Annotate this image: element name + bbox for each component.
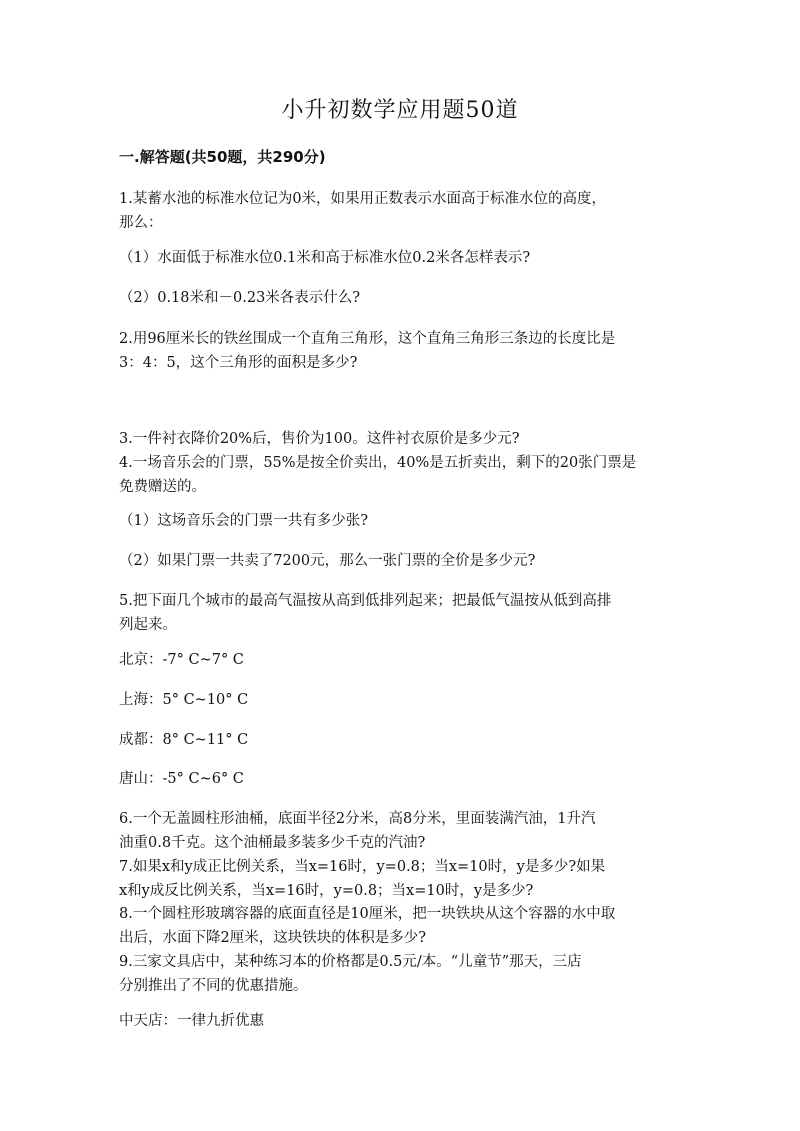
q6-line-2: 油重0.8千克。这个油桶最多装多少千克的汽油? — [119, 835, 426, 851]
q5-city-shanghai: 上海：5° C~10° C — [119, 692, 249, 708]
q9-store-zhongtian: 中天店：一律九折优惠 — [119, 1013, 264, 1029]
q5-line-2: 列起来。 — [119, 617, 177, 633]
q1-line-1: 1.某蓄水池的标准水位记为0米，如果用正数表示水面高于标准水位的高度， — [119, 191, 607, 207]
q4-line-1: 4.一场音乐会的门票，55%是按全价卖出，40%是五折卖出，剩下的20张门票是 — [119, 455, 637, 471]
q2-line-1: 2.用96厘米长的铁丝围成一个直角三角形，这个直角三角形三条边的长度比是 — [119, 331, 616, 347]
q8-line-2: 出后，水面下降2厘米，这块铁块的体积是多少? — [119, 930, 426, 946]
section-heading: 一.解答题(共50题，共290分) — [119, 148, 326, 166]
q5-city-beijing: 北京：-7° C~7° C — [119, 652, 244, 668]
page-title: 小升初数学应用题50道 — [281, 98, 519, 123]
q4-sub-2: （2）如果门票一共卖了7200元，那么一张门票的全价是多少元? — [119, 553, 536, 569]
q6-line-1: 6.一个无盖圆柱形油桶，底面半径2分米，高8分米，里面装满汽油，1升汽 — [119, 811, 596, 827]
q9-line-2: 分别推出了不同的优惠措施。 — [119, 978, 308, 994]
q1-sub-1: （1）水面低于标准水位0.1米和高于标准水位0.2米各怎样表示? — [119, 250, 531, 266]
q2-line-2: 3：4：5，这个三角形的面积是多少? — [119, 355, 358, 371]
q4-line-2: 免费赠送的。 — [119, 479, 206, 495]
q3-line-1: 3.一件衬衣降价20%后，售价为100。这件衬衣原价是多少元? — [119, 431, 520, 447]
q7-line-1: 7.如果x和y成正比例关系，当x=16时，y=0.8；当x=10时，y是多少?如果 — [119, 859, 606, 875]
q7-line-2: x和y成反比例关系，当x=16时，y=0.8；当x=10时，y是多少? — [119, 883, 534, 899]
q5-line-1: 5.把下面几个城市的最高气温按从高到低排列起来；把最低气温按从低到高排 — [119, 593, 612, 609]
q5-city-tangshan: 唐山：-5° C~6° C — [119, 771, 244, 787]
q1-line-2: 那么： — [119, 215, 163, 231]
q4-sub-1: （1）这场音乐会的门票一共有多少张? — [119, 513, 368, 529]
q5-city-chengdu: 成都：8° C~11° C — [119, 732, 249, 748]
q8-line-1: 8.一个圆柱形玻璃容器的底面直径是10厘米，把一块铁块从这个容器的水中取 — [119, 906, 616, 922]
q1-sub-2: （2）0.18米和－0.23米各表示什么? — [119, 290, 361, 306]
q9-line-1: 9.三家文具店中，某种练习本的价格都是0.5元/本。“儿童节”那天，三店 — [119, 954, 582, 970]
